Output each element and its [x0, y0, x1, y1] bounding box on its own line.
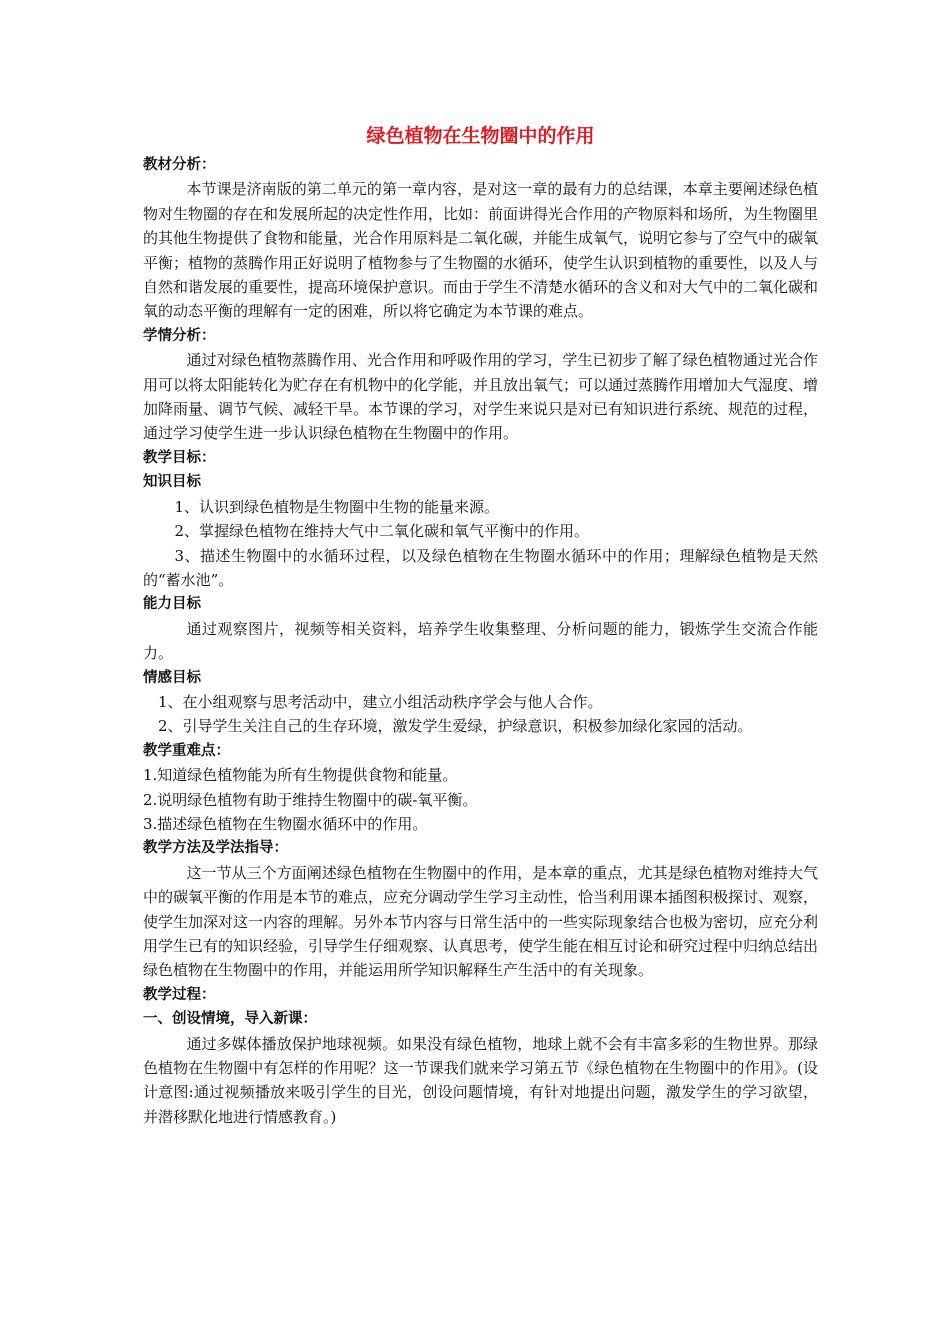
ability-goal-text: 通过观察图片，视频等相关资料，培养学生收集整理、分析问题的能力，锻炼学生交流合作能力。 — [143, 619, 818, 663]
key-point-3: 3.描述绿色植物在生物圈水循环中的作用。 — [143, 814, 428, 833]
document-title: 绿色植物在生物圈中的作用 — [366, 125, 595, 147]
student-analysis-text: 通过对绿色植物蒸腾作用、光合作用和呼吸作用的学习，学生已初步了解了绿色植物通过光合作用可以将太阳能转化为贮存在有机物中的化学能，并且放出氧气；可以通过蒸腾作用增加大气湿度、增加降雨量、调节气候、减轻干旱。本节课的学习，对学生来说只是对已有知识进行系统、规范的过程，通过学习使学生进一步认识绿色植物在生物圈中的作用。 — [143, 351, 819, 443]
knowledge-goal-1: 1、认识到绿色植物是生物圈中生物的能量来源。 — [174, 497, 500, 516]
heading-ability-goals: 能力目标 — [143, 596, 201, 613]
emotion-goal-2: 2、引导学生关注自己的生存环境，激发学生爱绿，护绿意识，积极参加绿化家园的活动。 — [158, 717, 753, 736]
material-analysis-text: 本节课是济南版的第二单元的第一章内容，是对这一章的最有力的总结课，本章主要阐述绿色植物对生物圈的存在和发展所起的决定性作用，比如：前面讲得光合作用的产物原料和场所，为生物圈里的其他生物提供了食物和能量，光合作用原料是二氧化碳，并能生成氧气，说明它参与了空气中的碳氧平衡；植物的蒸腾作用正好说明了植物参与了生物圈的水循环，使学生认识到植物的重要性，以及人与自然和谐发展的重要性，提高环境保护意识。而由于学生不清楚水循环的含义和对大气中的二氧化碳和氧的动态平衡的理解有一定的困难，所以将它确定为本节课的难点。 — [143, 180, 819, 321]
knowledge-goal-2: 2、掌握绿色植物在维持大气中二氧化碳和氧气平衡中的作用。 — [174, 522, 590, 541]
heading-methods: 教学方法及学法指导： — [143, 840, 288, 857]
heading-material-analysis: 教材分析： — [143, 157, 216, 173]
emotion-goal-1: 1、在小组观察与思考活动中，建立小组活动秩序学会与他人合作。 — [158, 692, 603, 711]
heading-teaching-goals: 教学目标： — [143, 449, 216, 466]
heading-student-analysis: 学情分析： — [143, 327, 216, 344]
key-point-2: 2.说明绿色植物有助于维持生物圈中的碳-氧平衡。 — [143, 790, 478, 809]
heading-key-points: 教学重难点： — [143, 742, 230, 759]
methods-text: 这一节从三个方面阐述绿色植物在生物圈中的作用，是本章的重点，尤其是绿色植物对维持大气中的碳氧平衡的作用是本节的难点，应充分调动学生学习主动性，恰当利用课本插图积极探讨、观察，使学生加深对这一内容的理解。另外本节内容与日常生活中的一些实际现象结合也极为密切，应充分利用学生已有的知识经验，引导学生仔细观察、认真思考，使学生能在相互讨论和研究过程中归纳总结出绿色植物在生物圈中的作用，并能运用所学知识解释生产生活中的有关现象。 — [143, 863, 819, 980]
key-point-1: 1.知道绿色植物能为所有生物提供食物和能量。 — [143, 766, 458, 785]
process-step-1-text: 通过多媒体播放保护地球视频。如果没有绿色植物，地球上就不会有丰富多彩的生物世界。那绿色植物在生物圈中有怎样的作用呢？这一节课我们就来学习第五节《绿色植物在生物圈中的作用》。(设计意图:通过视频播放来吸引学生的目光，创设问题情境，有针对地提出问题，激发学生的学习欲望，并潜移默化地进行情感教育。) — [143, 1034, 818, 1126]
knowledge-goal-3: 3、描述生物圈中的水循环过程，以及绿色植物在生物圈水循环中的作用；理解绿色植物是天然的“蓄水池”。 — [143, 546, 818, 589]
heading-process-step-1: 一、创设情境，导入新课： — [143, 1011, 317, 1028]
heading-knowledge-goals: 知识目标 — [143, 474, 201, 491]
heading-teaching-process: 教学过程： — [143, 986, 216, 1003]
heading-emotion-goals: 情感目标 — [143, 669, 201, 686]
